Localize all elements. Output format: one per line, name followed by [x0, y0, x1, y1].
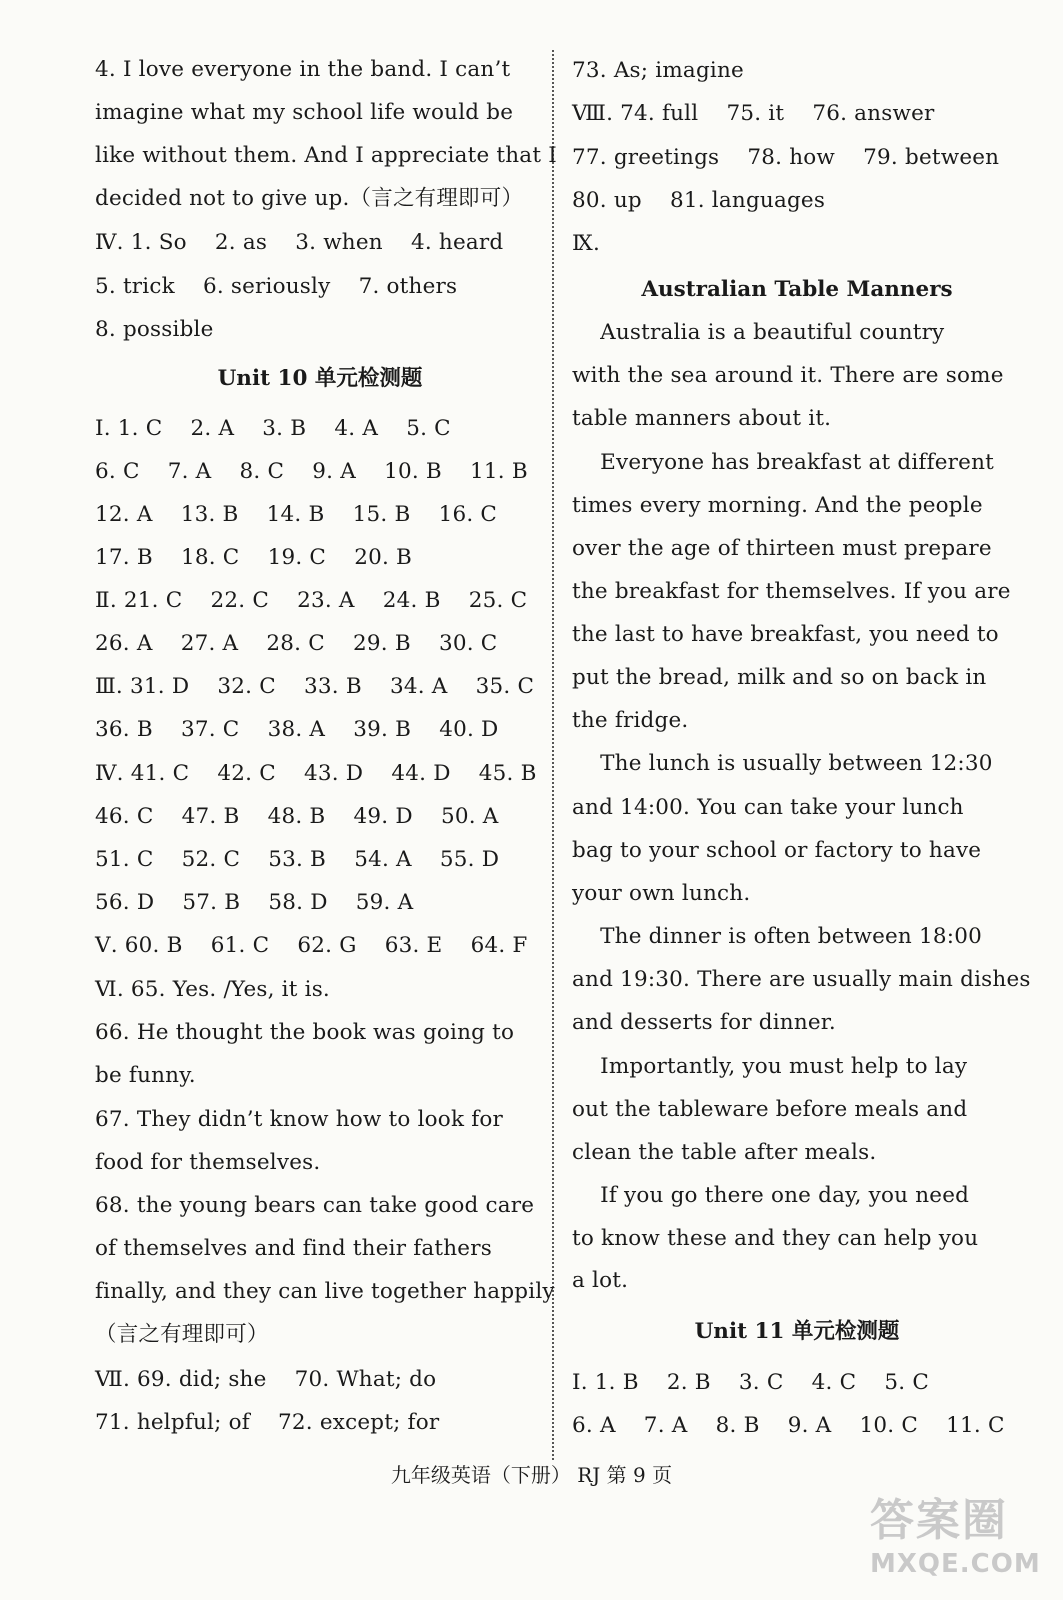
- answer-line: Ⅲ. 31. D 32. C 33. B 34. A 35. C: [95, 674, 535, 699]
- essay-line: the fridge.: [572, 708, 689, 733]
- answer-line: 46. C 47. B 48. B 49. D 50. A: [95, 804, 499, 829]
- answer-line: 26. A 27. A 28. C 29. B 30. C: [95, 631, 498, 656]
- answer-line: （言之有理即可）: [95, 1322, 269, 1347]
- answer-line: Ⅵ. 65. Yes. /Yes, it is.: [95, 977, 330, 1002]
- answer-line: be funny.: [95, 1063, 196, 1088]
- answer-line: 51. C 52. C 53. B 54. A 55. D: [95, 847, 500, 872]
- essay-line: a lot.: [572, 1268, 629, 1293]
- answer-line: 67. They didn’t know how to look for: [95, 1107, 503, 1132]
- answer-line: Ⅳ. 1. So 2. as 3. when 4. heard: [95, 230, 504, 255]
- essay-line: the breakfast for themselves. If you are: [572, 579, 1011, 604]
- essay-line: over the age of thirteen must prepare: [572, 536, 992, 561]
- essay-line: and desserts for dinner.: [572, 1010, 836, 1035]
- answer-line: 8. possible: [95, 317, 214, 342]
- answer-line: of themselves and find their fathers: [95, 1236, 492, 1261]
- watermark-top: 答案圈: [870, 1495, 1008, 1546]
- answer-line: 6. C 7. A 8. C 9. A 10. B 11. B: [95, 459, 528, 484]
- answer-line: Ⅶ. 69. did; she 70. What; do: [95, 1367, 437, 1392]
- answer-line: food for themselves.: [95, 1150, 321, 1175]
- essay-line: your own lunch.: [572, 881, 751, 906]
- answer-line: Ⅳ. 41. C 42. C 43. D 44. D 45. B: [95, 761, 537, 786]
- answer-line: 71. helpful; of 72. except; for: [95, 1410, 440, 1435]
- answer-line: 6. A 7. A 8. B 9. A 10. C 11. C: [572, 1413, 1005, 1438]
- answer-line: decided not to give up.（言之有理即可）: [95, 186, 524, 211]
- answer-line: 68. the young bears can take good care: [95, 1193, 535, 1218]
- essay-line: with the sea around it. There are some: [572, 363, 1004, 388]
- essay-line: the last to have breakfast, you need to: [572, 622, 999, 647]
- answer-line: 66. He thought the book was going to: [95, 1020, 515, 1045]
- essay-line: and 14:00. You can take your lunch: [572, 795, 964, 820]
- answer-line: Ⅷ. 74. full 75. it 76. answer: [572, 101, 935, 126]
- answer-line: 77. greetings 78. how 79. between: [572, 145, 1000, 170]
- essay-line: If you go there one day, you need: [572, 1183, 970, 1208]
- essay-line: and 19:30. There are usually main dishes: [572, 967, 1031, 992]
- unit11-heading: Unit 11 单元检测题: [694, 1319, 900, 1344]
- answer-line: Ⅱ. 21. C 22. C 23. A 24. B 25. C: [95, 588, 528, 613]
- essay-line: Australia is a beautiful country: [572, 320, 945, 345]
- answer-line: 17. B 18. C 19. C 20. B: [95, 545, 413, 570]
- essay-title: Australian Table Manners: [641, 277, 953, 302]
- page-footer: 九年级英语（下册） RJ 第 9 页: [390, 1463, 673, 1487]
- answer-line: Ⅰ. 1. C 2. A 3. B 4. A 5. C: [95, 416, 451, 441]
- answer-line: 36. B 37. C 38. A 39. B 40. D: [95, 717, 499, 742]
- watermark-logo: [870, 1495, 1050, 1590]
- answer-line: Ⅴ. 60. B 61. C 62. G 63. E 64. F: [95, 933, 528, 958]
- answer-line: 12. A 13. B 14. B 15. B 16. C: [95, 502, 498, 527]
- watermark-bottom: MXQE.COM: [870, 1549, 1041, 1579]
- column-divider: [552, 50, 554, 1460]
- answer-line: finally, and they can live together happily: [95, 1279, 555, 1304]
- answer-line: Ⅰ. 1. B 2. B 3. C 4. C 5. C: [572, 1370, 929, 1395]
- answer-line: 80. up 81. languages: [572, 188, 826, 213]
- answer-line: 56. D 57. B 58. D 59. A: [95, 890, 414, 915]
- answer-line: 5. trick 6. seriously 7. others: [95, 274, 458, 299]
- essay-line: times every morning. And the people: [572, 493, 983, 518]
- essay-line: clean the table after meals.: [572, 1140, 877, 1165]
- essay-line: put the bread, milk and so on back in: [572, 665, 987, 690]
- essay-line: out the tableware before meals and: [572, 1097, 968, 1122]
- essay-line: bag to your school or factory to have: [572, 838, 982, 863]
- answer-line: 73. As; imagine: [572, 58, 744, 83]
- essay-line: The lunch is usually between 12:30: [572, 751, 993, 776]
- essay-line: The dinner is often between 18:00: [572, 924, 982, 949]
- essay-line: table manners about it.: [572, 406, 832, 431]
- answer-line: Ⅸ.: [572, 231, 600, 256]
- essay-line: to know these and they can help you: [572, 1226, 979, 1251]
- answer-line: imagine what my school life would be: [95, 100, 514, 125]
- essay-line: Everyone has breakfast at different: [572, 450, 994, 475]
- answer-line: like without them. And I appreciate that I: [95, 143, 557, 168]
- essay-line: Importantly, you must help to lay: [572, 1054, 968, 1079]
- answer-line: 4. I love everyone in the band. I can’t: [95, 57, 511, 82]
- unit10-heading: Unit 10 单元检测题: [217, 366, 423, 391]
